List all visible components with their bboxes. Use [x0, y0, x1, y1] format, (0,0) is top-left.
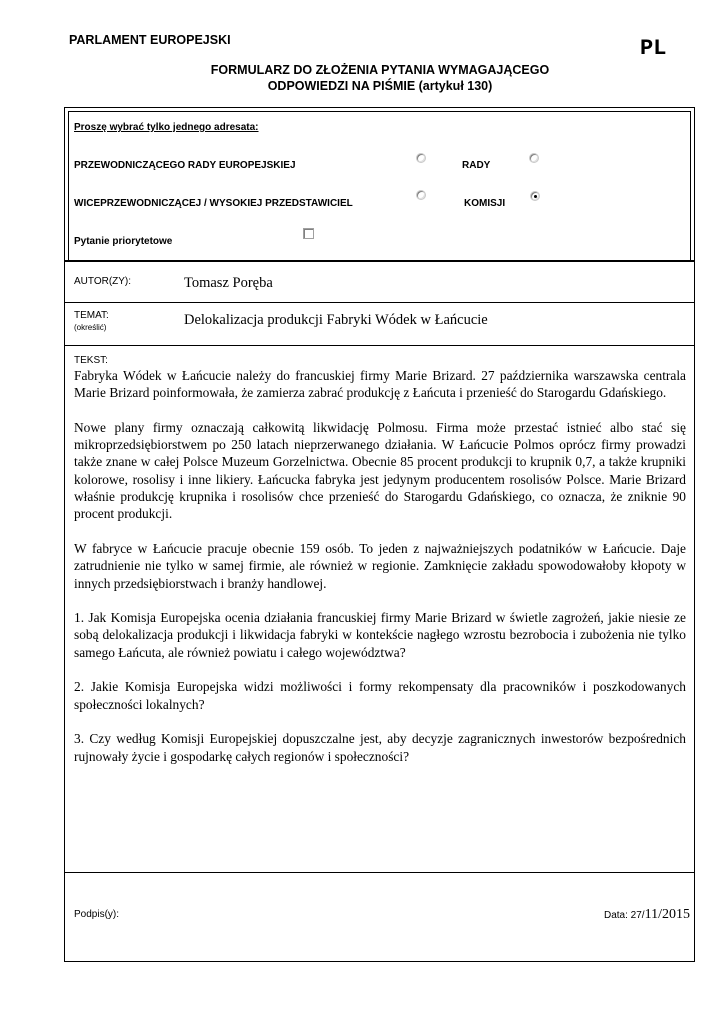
- text-paragraph-5: 2. Jakie Komisja Europejska widzi możliwości i formy rekompensaty dla pracowników i poszkodowanych społeczności lokalnych?: [74, 679, 686, 712]
- radio-president-council[interactable]: [416, 153, 426, 163]
- text-paragraph-2: Nowe plany firmy oznaczają całkowitą likwidację Polmosu. Firma może przestać istnieć albo stać się mikroprzedsiębiorstwem po 250 latach nieprzerwanego działania. W Łańcucie Polmos oprócz firmy prowadzi także znane w całej Polsce Muzeum Gorzelnictwa. Obecnie 85 procent produkcji to krupnik 0,7, a także krupniki kolorowe, rosolisy i inne likiery. Łańcucka fabryka jest jedynym producentem rosolisów Polsce. Marie Brizard właśnie produkcję krupnika i rosolisów chce przenieść do Starogardu Gdańskiego, co oznacza, że zniknie 90 procent produkcji.: [74, 419, 686, 522]
- option-council-label: RADY: [462, 160, 491, 171]
- option-president-council-label: PRZEWODNICZĄCEGO RADY EUROPEJSKIEJ: [74, 160, 296, 171]
- divider-subject: [64, 302, 695, 303]
- signature-section: [64, 872, 695, 962]
- date-value: 11/2015: [644, 907, 690, 922]
- date-field: [604, 907, 690, 923]
- addressee-instruction: Proszę wybrać tylko jednego adresata:: [74, 122, 259, 133]
- form-title-line1: FORMULARZ DO ZŁOŻENIA PYTANIA WYMAGAJĄCEGO: [210, 63, 550, 77]
- author-value: Tomasz Poręba: [184, 275, 273, 291]
- divider-author: [64, 260, 695, 262]
- language-code: PL: [640, 36, 667, 61]
- radio-council[interactable]: [529, 153, 539, 163]
- divider-text: [64, 345, 695, 346]
- radio-commission[interactable]: [530, 191, 540, 201]
- form-title-line2: ODPOWIEDZI NA PIŚMIE (artykuł 130): [267, 79, 493, 93]
- text-paragraph-1: Fabryka Wódek w Łańcucie należy do francuskiej firmy Marie Brizard. 27 października warszawska centrala Marie Brizard poinformowała, że zamierza zabrać produkcję z Łańcuta i przenieść do Starogardu Gdańskiego.: [74, 368, 686, 401]
- priority-checkbox[interactable]: [303, 228, 314, 239]
- question-text: [74, 367, 686, 782]
- option-commission-label: KOMISJI: [464, 198, 506, 209]
- author-label: AUTOR(ZY):: [74, 276, 132, 287]
- subject-sublabel: (określić): [74, 323, 107, 332]
- text-paragraph-3: W fabryce w Łańcucie pracuje obecnie 159 osób. To jeden z najważniejszych podatników w Łańcucie. Daje zatrudnienie nie tylko w samej firmie, ale również w regionie. Zamknięcie zakładu spowodowałoby kłopoty w innych przedsiębiorstwach i branży handlowej.: [74, 540, 686, 591]
- subject-label: TEMAT:: [74, 310, 109, 321]
- text-paragraph-4: 1. Jak Komisja Europejska ocenia działania francuskiej firmy Marie Brizard w świetle zagrożeń, jakie niesie ze sobą delokalizacja produkcji i likwidacja fabryki w kontekście nagłego wzrostu bezrobocia i zubożenia nie tylko samego Łańcuta, ale również powiatu i całego województwa?: [74, 610, 686, 660]
- radio-vice-president[interactable]: [416, 190, 426, 200]
- text-label: TEKST:: [74, 355, 108, 366]
- subject-value: Delokalizacja produkcji Fabryki Wódek w Łańcucie: [184, 312, 488, 328]
- priority-label: Pytanie priorytetowe: [74, 236, 173, 247]
- option-vice-president-label: WICEPRZEWODNICZĄCEJ / WYSOKIEJ PRZEDSTAWICIEL: [74, 198, 353, 209]
- form-title: [150, 62, 610, 94]
- institution-name: PARLAMENT EUROPEJSKI: [69, 33, 231, 47]
- date-label: Data: 27/: [604, 910, 645, 921]
- signature-label: Podpis(y):: [74, 909, 120, 920]
- text-paragraph-6: 3. Czy według Komisji Europejskiej dopuszczalne jest, aby decyzje zagranicznych inwestorów bezpośrednich rujnowały życie i gospodarkę całych regionów i społeczności?: [74, 731, 686, 764]
